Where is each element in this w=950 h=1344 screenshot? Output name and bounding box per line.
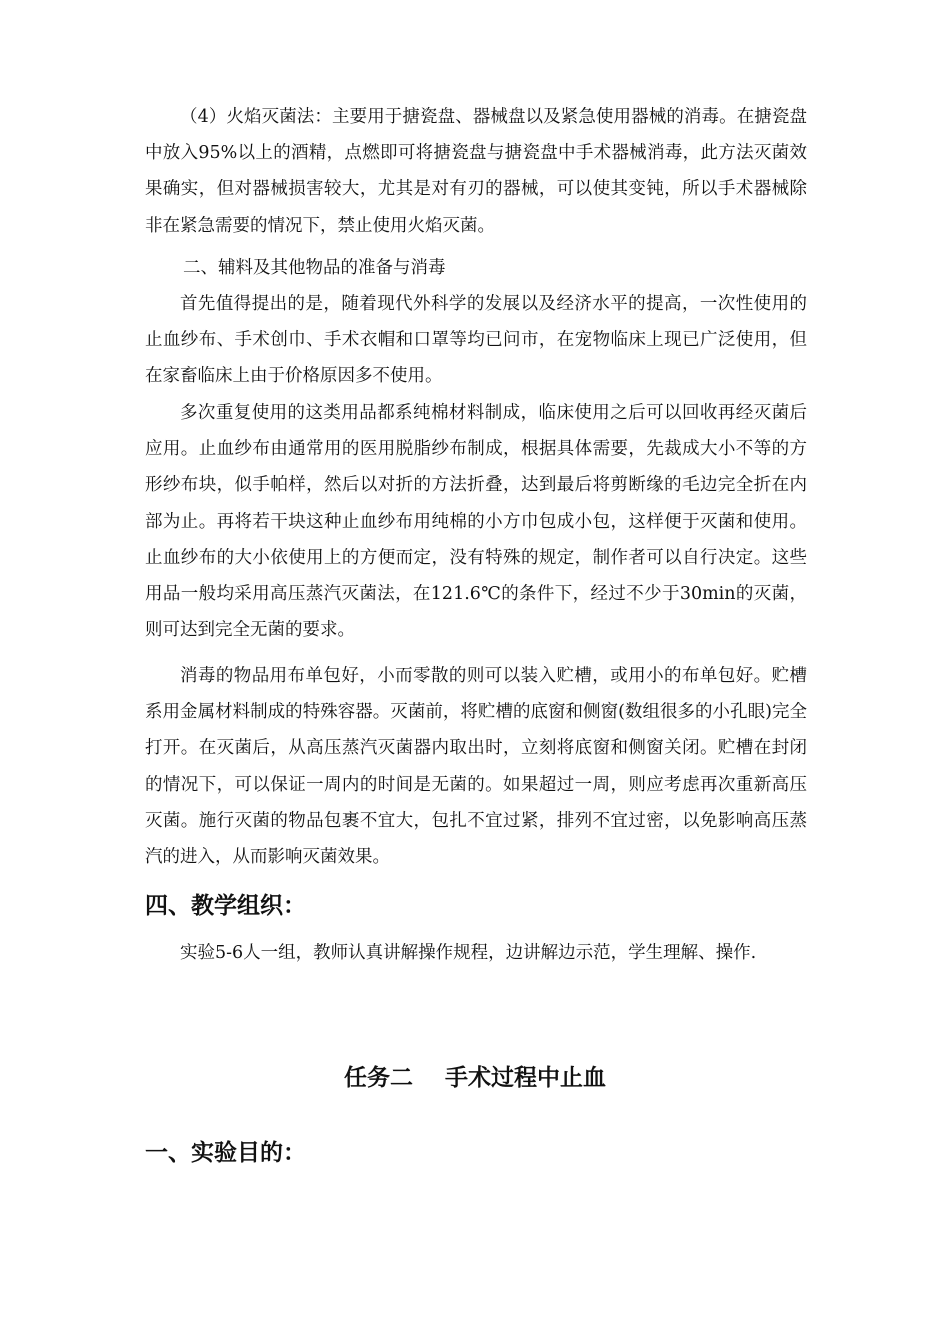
paragraph-teaching-organization: 实验5-6人一组，教师认真讲解操作规程，边讲解边示范，学生理解、操作. bbox=[180, 943, 757, 963]
paragraph-flame-sterilization: （4）火焰灭菌法：主要用于搪瓷盘、器械盘以及紧急使用器械的消毒。在搪瓷盘中放入95%以上的酒精，点燃即可将搪瓷盘与搪瓷盘中手术器械消毒，此方法灭菌效果确实，但对器械损害较大，尤其是对有刃的器械，可以使其变钝，所以手术器械除非在紧急需要的情况下，禁止使用火焰灭菌。 bbox=[145, 107, 807, 236]
paragraph-packing: 消毒的物品用布单包好，小而零散的则可以装入贮槽，或用小的布单包好。贮槽系用金属材料制成的特殊容器。灭菌前，将贮槽的底窗和侧窗(数组很多的小孔眼)完全打开。在灭菌后，从高压蒸汽灭菌器内取出时，立刻将底窗和侧窗关闭。贮槽在封闭的情况下，可以保证一周内的时间是无菌的。如果超过一周，则应考虑再次重新高压灭菌。施行灭菌的物品包裹不宜大，包扎不宜过紧，排列不宜过密，以免影响高压蒸汽的进入，从而影响灭菌效果。 bbox=[145, 666, 807, 868]
paragraph-reusable-items: 多次重复使用的这类用品都系纯棉材料制成，临床使用之后可以回收再经灭菌后应用。止血纱布由通常用的医用脱脂纱布制成，根据具体需要，先裁成大小不等的方形纱布块，似手帕样，然后以对折的方法折叠，达到最后将剪断缘的毛边完全折在内部为止。再将若干块这种止血纱布用纯棉的小方巾包成小包，这样便于灭菌和使用。止血纱布的大小依使用上的方便而定，没有特殊的规定，制作者可以自行决定。这些用品一般均采用高压蒸汽灭菌法，在121.6℃的条件下，经过不少于30min的灭菌，则可达到完全无菌的要求。 bbox=[145, 403, 807, 641]
section-heading-experiment-purpose: 一、实验目的： bbox=[145, 1140, 306, 1166]
task-title: 任务二 手术过程中止血 bbox=[343, 1065, 607, 1091]
subheading-dressings: 二、辅料及其他物品的准备与消毒 bbox=[183, 258, 446, 278]
paragraph-disposable-items: 首先值得提出的是，随着现代外科学的发展以及经济水平的提高，一次性使用的止血纱布、手术创巾、手术衣帽和口罩等均已问市，在宠物临床上现已广泛使用，但在家畜临床上由于价格原因多不使用。 bbox=[145, 294, 807, 387]
section-heading-teaching-organization: 四、教学组织： bbox=[145, 893, 306, 919]
